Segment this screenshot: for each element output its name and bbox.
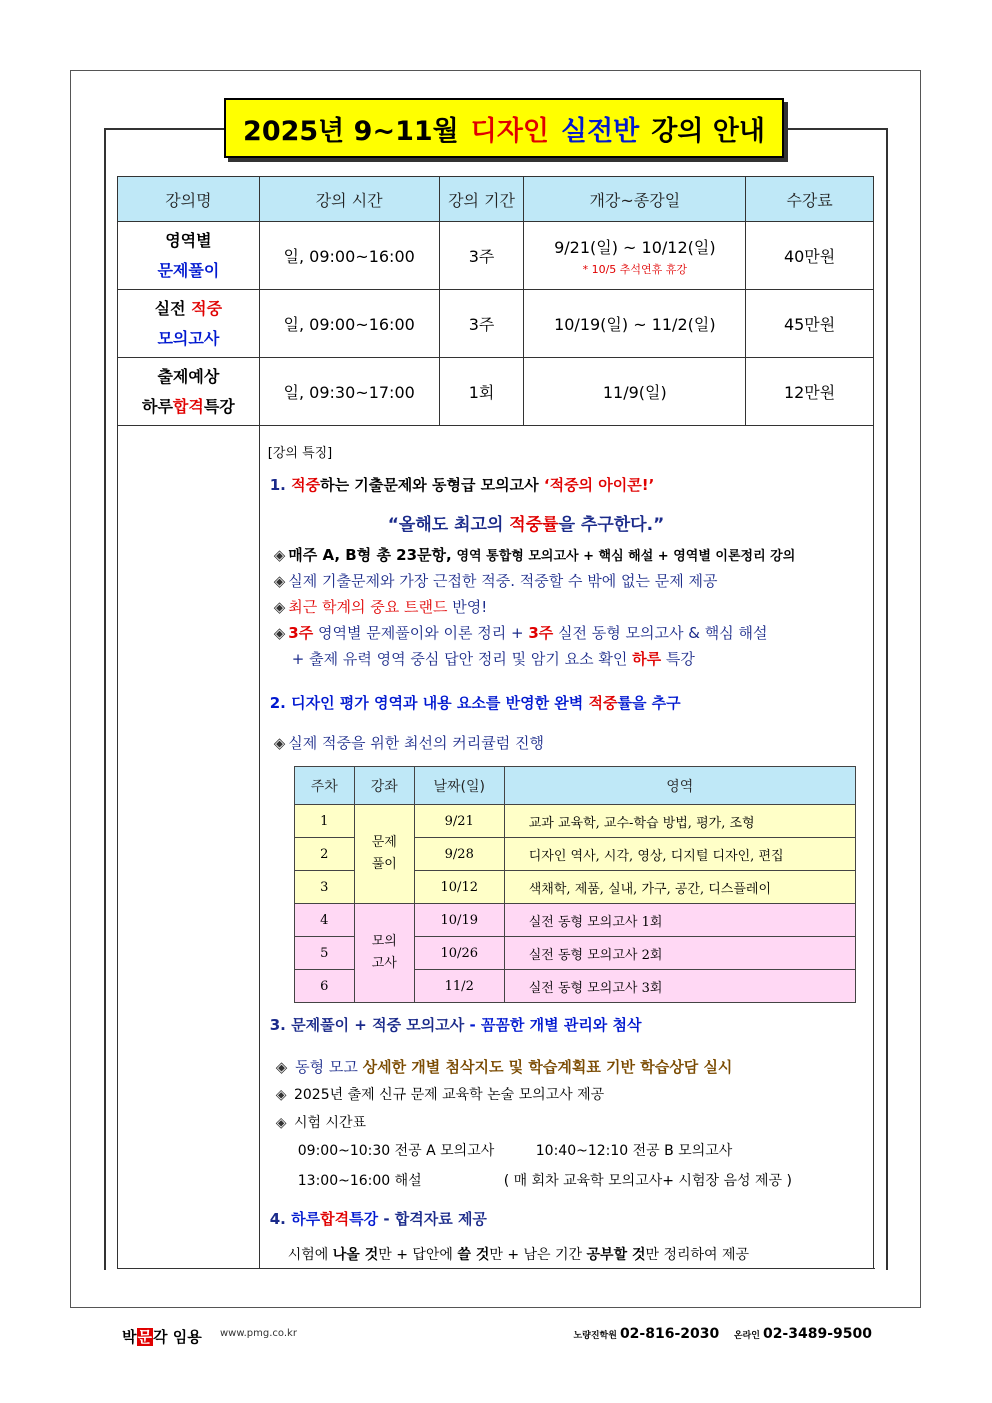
section3-bullet: ◈ 2025년 출제 신규 문제 교육학 논술 모의고사 제공 (275, 1087, 605, 1103)
table-row: 1 문제 풀이 9/21 교과 교육학, 교수-학습 방법, 평가, 조형 (294, 805, 855, 838)
diamond-icon: ◈ (275, 1087, 287, 1103)
course-name (118, 358, 260, 426)
course-period: 3주 (439, 290, 524, 358)
title-period: 2025년 9~11월 (243, 115, 459, 147)
table-row: 6 11/2 실전 동형 모의고사 3회 (294, 970, 855, 1003)
diamond-icon: ◈ (273, 734, 286, 752)
course-name-line1: 실전 (154, 298, 186, 318)
table-row (118, 358, 874, 426)
diamond-icon: ◈ (273, 598, 286, 616)
section3-bullet: ◈ 시험 시간표 (275, 1115, 367, 1131)
course-fee: 12만원 (746, 358, 874, 426)
features-row (118, 426, 874, 1270)
header-dates: 개강~종강일 (524, 177, 746, 222)
diamond-icon: ◈ (275, 1115, 287, 1131)
header-fee: 수강료 (746, 177, 874, 222)
diamond-icon: ◈ (275, 1058, 288, 1076)
course-dates: 11/9(일) (524, 358, 746, 426)
course-table-header (118, 177, 874, 222)
contact-phones: 노량진학원 02-816-2030 온라인 02-3489-9500 (573, 1326, 872, 1342)
section1-slogan: “올해도 최고의 적중률을 추구한다.” (387, 515, 665, 535)
table-row: 4 모의 고사 10/19 실전 동형 모의고사 1회 (294, 904, 855, 937)
exam-time-a: 09:00~10:30 전공 A 모의고사 (297, 1143, 495, 1159)
section1-bullet: ◈ 매주 A, B형 총 23문항, 영역 통합형 모의고사 + 핵심 해설 + 영역별 이론정리 강의 (273, 546, 796, 564)
course-dates-text: 9/21(일) ~ 10/12(일) (554, 237, 716, 257)
features-cell (259, 426, 873, 1270)
course-time: 일, 09:00~16:00 (259, 290, 439, 358)
title-course: 실전반 (560, 115, 640, 147)
section3-bullet: ◈ 동형 모고 상세한 개별 첨삭지도 및 학습계획표 기반 학습상담 실시 (275, 1058, 733, 1076)
table-row (118, 222, 874, 290)
course-name-line2: 모의고사 (157, 328, 220, 348)
section2-title: 2. 디자인 평가 영역과 내용 요소를 반영한 완벽 적중률을 추구 (269, 694, 681, 712)
page-title (224, 98, 784, 158)
course-name (118, 222, 260, 290)
schedule-header-date: 날짜(일) (414, 767, 504, 805)
course-period: 1회 (439, 358, 524, 426)
section1-bullet: ◈ 실제 기출문제와 가장 근접한 적중. 적중할 수 밖에 없는 문제 제공 (273, 572, 718, 590)
table-row (118, 290, 874, 358)
section2-bullet: ◈ 실제 적중을 위한 최선의 커리큘럼 진행 (273, 734, 544, 752)
course-dates (524, 222, 746, 290)
diamond-icon: ◈ (273, 546, 286, 564)
schedule-group-mock: 모의 고사 (354, 904, 414, 1003)
section4-desc: 시험에 나올 것만 + 답안에 쓸 것만 + 남은 기간 공부할 것만 정리하여 제공 (287, 1247, 750, 1263)
logo: 박문각 임용 (122, 1328, 202, 1346)
header-period: 강의 기간 (439, 177, 524, 222)
exam-time-note: ( 매 회차 교육학 모의고사+ 시험장 음성 제공 ) (503, 1173, 792, 1189)
features-content (260, 426, 874, 1266)
course-name-line1: 영역별 (165, 230, 212, 250)
course-fee: 45만원 (746, 290, 874, 358)
header-time: 강의 시간 (259, 177, 439, 222)
features-left-cell (118, 426, 260, 1270)
website-url: www.pmg.co.kr (220, 1328, 297, 1339)
features-label: [강의 특징] (267, 446, 333, 461)
schedule-table (294, 766, 856, 1003)
course-name-highlight: 적중 (191, 298, 223, 318)
course-dates: 10/19(일) ~ 11/2(일) (524, 290, 746, 358)
exam-time-b: 10:40~12:10 전공 B 모의고사 (535, 1143, 733, 1159)
table-bottom-line (117, 1268, 875, 1269)
course-name-part: 하루 (141, 396, 173, 416)
course-time: 일, 09:30~17:00 (259, 358, 439, 426)
schedule-header-course: 강좌 (354, 767, 414, 805)
table-row: 2 9/28 디자인 역사, 시각, 영상, 디지털 디자인, 편집 (294, 838, 855, 871)
course-name-line2: 문제풀이 (157, 260, 220, 280)
schedule-header (294, 767, 855, 805)
section4-title: 4. 하루합격특강 - 합격자료 제공 (269, 1210, 487, 1228)
title-subject: 디자인 (470, 115, 549, 147)
section1-bullet: ◈ 3주 영역별 문제풀이와 이론 정리 + 3주 실전 동형 모의고사 & 핵심 해설 (273, 624, 768, 642)
schedule-header-area: 영역 (504, 767, 855, 805)
holiday-note: * 10/5 추석연휴 휴강 (582, 262, 688, 276)
course-name (118, 290, 260, 358)
header-name: 강의명 (118, 177, 260, 222)
course-name-highlight: 합격 (172, 396, 204, 416)
section1-bullet: ◈ 최근 학계의 중요 트랜드 반영! (273, 598, 488, 616)
diamond-icon: ◈ (273, 572, 286, 590)
table-row: 3 10/12 색채학, 제품, 실내, 가구, 공간, 디스플레이 (294, 871, 855, 904)
diamond-icon: ◈ (273, 624, 286, 642)
course-period: 3주 (439, 222, 524, 290)
course-name-line1: 출제예상 (157, 366, 220, 386)
schedule-group-problem: 문제 풀이 (354, 805, 414, 904)
course-name-part: 특강 (203, 396, 235, 416)
table-row: 5 10/26 실전 동형 모의고사 2회 (294, 937, 855, 970)
course-fee: 40만원 (746, 222, 874, 290)
section1-bullet-cont: + 출제 유력 영역 중심 답안 정리 및 암기 요소 확인 하루 특강 (291, 650, 695, 668)
footer (0, 1318, 992, 1348)
title-suffix: 강의 안내 (651, 115, 765, 147)
exam-time-review: 13:00~16:00 해설 (297, 1173, 422, 1189)
section1-title: 1. 적중하는 기출문제와 동형급 모의고사 ‘적중의 아이콘!’ (269, 476, 655, 494)
section3-title: 3. 문제풀이 + 적중 모의고사 - 꼼꼼한 개별 관리와 첨삭 (269, 1016, 642, 1034)
schedule-header-week: 주차 (294, 767, 354, 805)
course-time: 일, 09:00~16:00 (259, 222, 439, 290)
course-table (117, 176, 874, 1269)
